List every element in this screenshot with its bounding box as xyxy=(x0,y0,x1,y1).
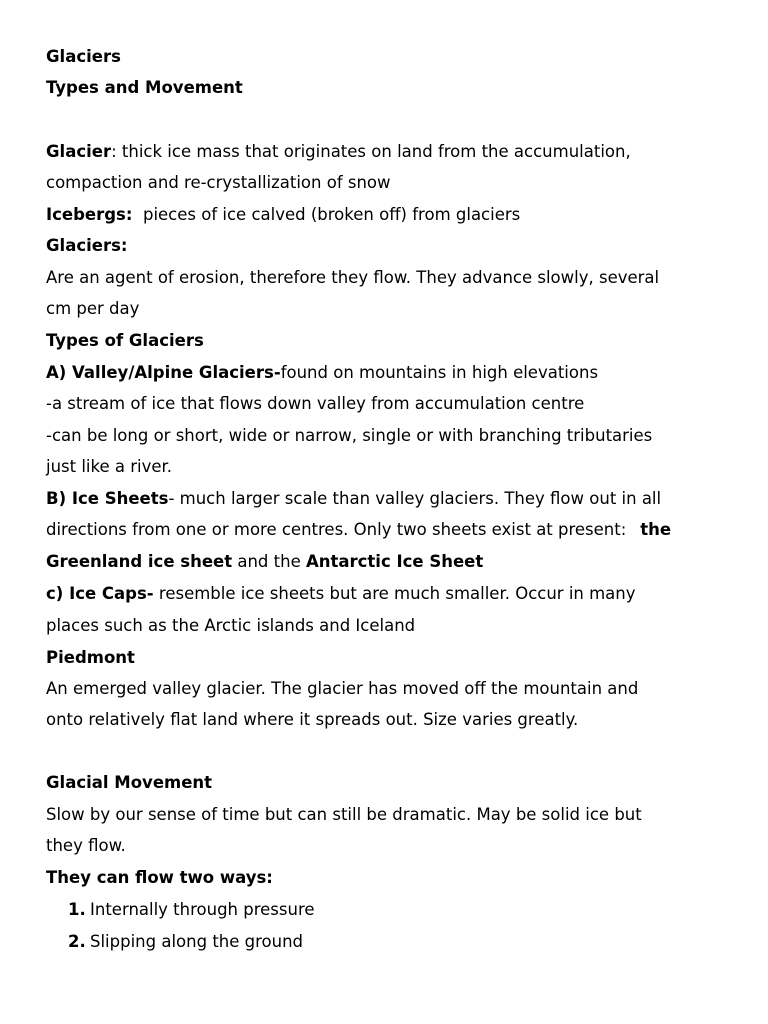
ice-sheets-line-3 xyxy=(46,552,483,572)
ice-caps-line-2: places such as the Arctic islands and Iceland xyxy=(46,616,416,635)
ice-caps-term: c) Ice Caps- xyxy=(46,584,154,603)
ice-caps-line-1 xyxy=(46,584,636,604)
list-item xyxy=(68,900,315,920)
ice-caps-definition: resemble ice sheets but are much smaller. Occur in many xyxy=(153,584,636,603)
valley-point-2-line-1: -can be long or short, wide or narrow, single or with branching tributaries xyxy=(46,426,653,445)
ice-sheets-line-1 xyxy=(46,489,661,509)
valley-point-1: -a stream of ice that flows down valley from accumulation centre xyxy=(46,394,585,413)
ice-sheets-definition-2: directions from one or more centres. Only two sheets exist at present: xyxy=(46,520,627,539)
glacier-definition-text: : thick ice mass that originates on land from the accumulation, xyxy=(111,142,631,161)
flow-ways-heading: They can flow two ways: xyxy=(46,868,273,887)
list-item-text: Internally through pressure xyxy=(90,900,315,919)
piedmont-definition-line-2: onto relatively flat land where it spreads out. Size varies greatly. xyxy=(46,710,579,729)
valley-point-2-line-2: just like a river. xyxy=(46,457,173,476)
icebergs-definition-text: pieces of ice calved (broken off) from glaciers xyxy=(132,205,521,224)
piedmont-definition-line-1: An emerged valley glacier. The glacier has moved off the mountain and xyxy=(46,679,639,698)
ice-sheets-definition: - much larger scale than valley glaciers. They flow out in all xyxy=(168,489,662,508)
valley-glaciers-term: A) Valley/Alpine Glaciers- xyxy=(46,363,281,382)
glaciers-definition-line-2: cm per day xyxy=(46,299,140,318)
document-subtitle: Types and Movement xyxy=(46,78,243,97)
list-item-text: Slipping along the ground xyxy=(90,932,304,951)
glacier-definition-line-2: compaction and re-crystallization of snow xyxy=(46,173,391,192)
movement-heading: Glacial Movement xyxy=(46,773,213,792)
ice-sheets-line-2 xyxy=(46,520,671,540)
icebergs-definition xyxy=(46,205,520,225)
list-item xyxy=(68,932,303,952)
ice-sheets-the: the xyxy=(640,520,672,539)
ice-sheets-and: and the xyxy=(232,552,306,571)
valley-glaciers-line xyxy=(46,363,598,383)
glaciers-definition-line-1: Are an agent of erosion, therefore they flow. They advance slowly, several xyxy=(46,268,660,287)
piedmont-term: Piedmont xyxy=(46,648,135,667)
movement-intro-line-1: Slow by our sense of time but can still be dramatic. May be solid ice but xyxy=(46,805,642,824)
icebergs-term: Icebergs: xyxy=(46,205,133,224)
list-item-number: 2. xyxy=(68,932,86,951)
glacier-definition-line-1 xyxy=(46,142,631,162)
glacier-term: Glacier xyxy=(46,142,112,161)
list-item-number: 1. xyxy=(68,900,86,919)
movement-intro-line-2: they flow. xyxy=(46,836,126,855)
glaciers-term: Glaciers: xyxy=(46,236,128,255)
types-heading: Types of Glaciers xyxy=(46,331,204,350)
document-title: Glaciers xyxy=(46,47,121,66)
greenland-ice-sheet: Greenland ice sheet xyxy=(46,552,233,571)
antarctic-ice-sheet: Antarctic Ice Sheet xyxy=(305,552,484,571)
ice-sheets-term: B) Ice Sheets xyxy=(46,489,169,508)
valley-glaciers-definition: found on mountains in high elevations xyxy=(280,363,599,382)
